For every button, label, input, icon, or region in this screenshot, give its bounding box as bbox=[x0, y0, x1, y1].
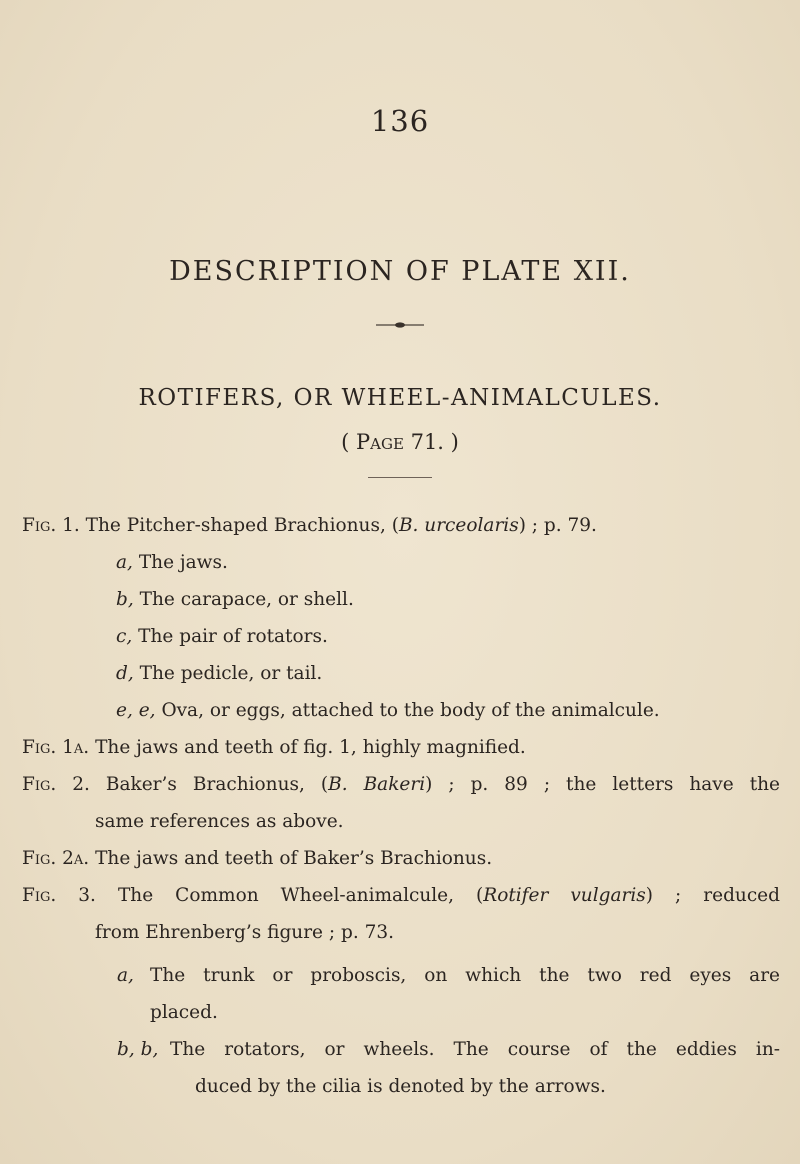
item-key: c, bbox=[116, 626, 133, 647]
item-key: a, bbox=[117, 965, 134, 986]
list-item bbox=[116, 626, 328, 647]
item-key: d, bbox=[116, 663, 134, 684]
item-text: placed. bbox=[150, 1002, 218, 1023]
figure-text: ) ; reduced bbox=[645, 885, 780, 906]
list-item bbox=[116, 663, 322, 684]
list-item bbox=[116, 552, 228, 573]
figure-entry-2a bbox=[22, 848, 492, 869]
figure-entry-2 bbox=[22, 774, 780, 795]
species-name: Rotifer vulgaris bbox=[483, 885, 646, 906]
page-number: 136 bbox=[370, 104, 430, 138]
item-text: The pedicle, or tail. bbox=[139, 663, 323, 684]
species-name: B. Bakeri bbox=[328, 774, 426, 795]
figure-label: Fig. 1a. bbox=[22, 737, 90, 758]
item-text: The rotators, or wheels. The course of the eddies in- bbox=[170, 1039, 780, 1060]
figure-entry-3 bbox=[22, 885, 780, 906]
figure-continuation: from Ehrenberg’s figure ; p. 73. bbox=[95, 922, 395, 943]
item-text: The jaws. bbox=[138, 552, 228, 573]
figure-text: ) ; p. 89 ; the letters have the bbox=[425, 774, 780, 795]
species-name: B. urceolaris bbox=[398, 515, 519, 536]
page-reference: ( Page 71. ) bbox=[341, 430, 459, 454]
item-key: b, b, bbox=[117, 1039, 159, 1060]
figure-entry-1a bbox=[22, 737, 526, 758]
item-key: b, bbox=[116, 589, 134, 610]
figure-text: Baker’s Brachionus, ( bbox=[105, 774, 329, 795]
item-text: Ova, or eggs, attached to the body of the animalcule. bbox=[161, 700, 660, 721]
section-subtitle: ROTIFERS, OR WHEEL-ANIMALCULES. bbox=[138, 385, 662, 411]
page-title: DESCRIPTION OF PLATE XII. bbox=[169, 256, 631, 287]
item-text: The carapace, or shell. bbox=[139, 589, 354, 610]
list-item bbox=[116, 700, 660, 721]
item-key: e, e, bbox=[116, 700, 156, 721]
list-item bbox=[116, 589, 354, 610]
figure-entry-1 bbox=[22, 515, 597, 536]
figure-text: The jaws and teeth of Baker’s Brachionus. bbox=[95, 848, 493, 869]
item-key: a, bbox=[116, 552, 133, 573]
item-text: duced by the cilia is denoted by the arrows. bbox=[195, 1076, 606, 1097]
figure-text: ) ; p. 79. bbox=[518, 515, 597, 536]
figure-label: Fig. 2. bbox=[22, 774, 90, 795]
figure-label: Fig. 2a. bbox=[22, 848, 90, 869]
figure-label: Fig. 1. bbox=[22, 515, 80, 536]
figure-text: The Common Wheel-animalcule, ( bbox=[117, 885, 484, 906]
item-text: The pair of rotators. bbox=[138, 626, 328, 647]
figure-label: Fig. 3. bbox=[22, 885, 96, 906]
figure-text: The Pitcher-shaped Brachionus, ( bbox=[85, 515, 399, 536]
figure-continuation: same references as above. bbox=[95, 811, 344, 832]
item-text: The trunk or proboscis, on which the two red eyes are bbox=[150, 965, 780, 986]
figure-text: The jaws and teeth of fig. 1, highly magnified. bbox=[95, 737, 526, 758]
